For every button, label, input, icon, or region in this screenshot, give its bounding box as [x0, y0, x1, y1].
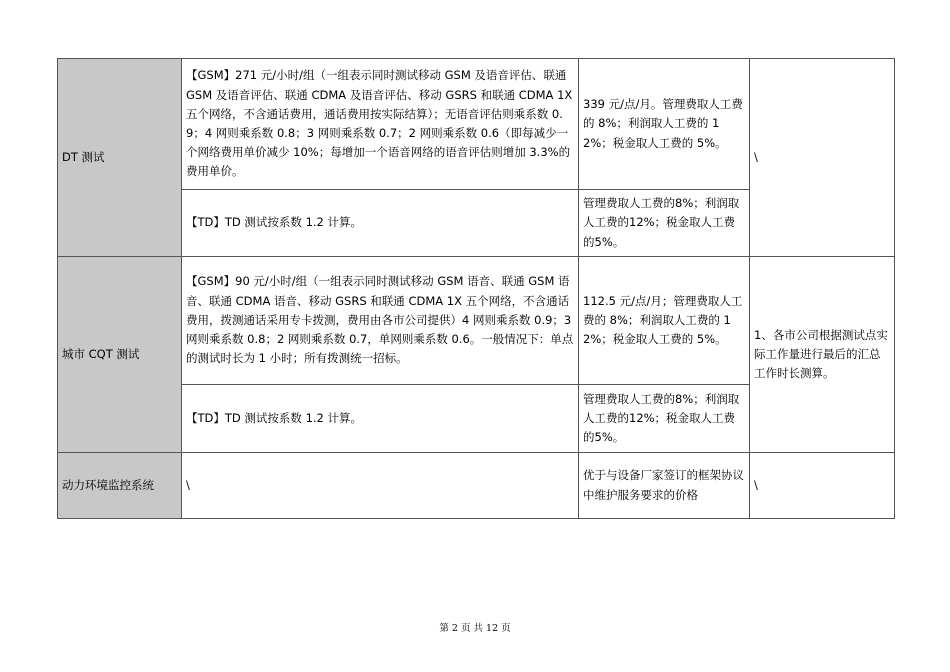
- table-row: [58, 257, 895, 385]
- category-cell: DT 测试: [58, 59, 182, 257]
- page-number: 第 2 页 共 12 页: [439, 623, 511, 634]
- remark-cell: \: [750, 453, 895, 519]
- fee-cell: 优于与设备厂家签订的框架协议中维护服务要求的价格: [579, 453, 750, 519]
- category-cell: 城市 CQT 测试: [58, 257, 182, 453]
- gsm-price-cell: 【GSM】90 元/小时/组（一组表示同时测试移动 GSM 语音、联通 GSM 语音、联通 CDMA 语音、移动 GSRS 和联通 CDMA 1X 五个网络，不含通话费用，拨测通话采用专卡拨测，费用由各市公司提供）4 网则乘系数 0.9；3 网则乘系数 0.8；2 网则乘系数 0.7，单网则乘系数 0.6。一般情况下：单点的测试时长为 1 小时；所有拨测统一招标。: [182, 257, 579, 385]
- gsm-fee-cell: 112.5 元/点/月；管理费取人工费的 8%；利润取人工费的 12%；税金取人工费的 5%。: [579, 257, 750, 385]
- pricing-table: [57, 58, 895, 519]
- price-cell: \: [182, 453, 579, 519]
- remark-cell: \: [750, 59, 895, 257]
- table-row: [58, 453, 895, 519]
- remark-cell: 1、各市公司根据测试点实际工作量进行最后的汇总工作时长测算。: [750, 257, 895, 453]
- td-fee-cell: 管理费取人工费的8%；利润取人工费的12%；税金取人工费的5%。: [579, 190, 750, 257]
- td-fee-cell: 管理费取人工费的8%；利润取人工费的12%；税金取人工费的5%。: [579, 385, 750, 453]
- table-row: [58, 59, 895, 190]
- td-price-cell: 【TD】TD 测试按系数 1.2 计算。: [182, 385, 579, 453]
- td-price-cell: 【TD】TD 测试按系数 1.2 计算。: [182, 190, 579, 257]
- gsm-price-cell: 【GSM】271 元/小时/组（一组表示同时测试移动 GSM 及语音评估、联通 GSM 及语音评估、联通 CDMA 及语音评估、移动 GSRS 和联通 CDMA 1X 五个网络，不含通话费用，通话费用按实际结算）；无语音评估则乘系数 0.9；4 网则乘系数 0.8；3 网则乘系数 0.7；2 网则乘系数 0.6（即每减少一个网络费用单价减少 10%；每增加一个语音网络的语音评估则增加 3.3%的费用单价。: [182, 59, 579, 190]
- gsm-fee-cell: 339 元/点/月。管理费取人工费的 8%；利润取人工费的 12%；税金取人工费的 5%。: [579, 59, 750, 190]
- category-cell: 动力环境监控系统: [58, 453, 182, 519]
